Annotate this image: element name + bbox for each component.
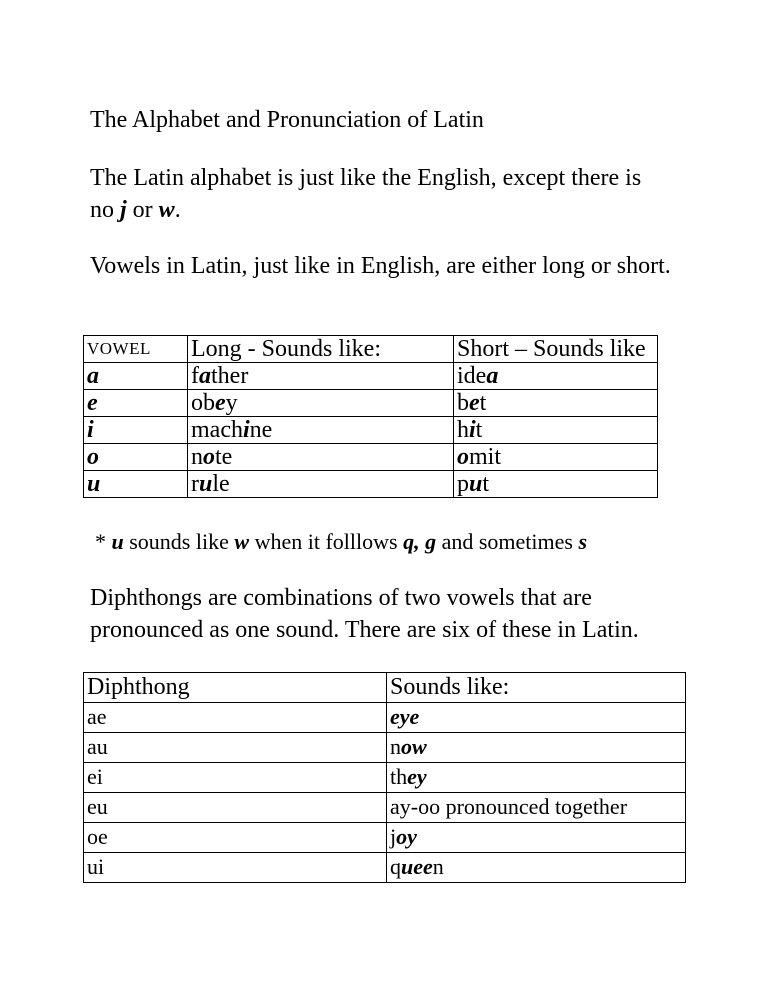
letter-w: w (158, 197, 175, 223)
table-row (84, 444, 658, 471)
table-row (84, 793, 686, 823)
vowel-table (83, 335, 658, 498)
sound-example: ay-oo pronounced together (387, 793, 686, 823)
intro-prefix: no (90, 197, 114, 223)
header-short: Short – Sounds like (454, 336, 658, 363)
vowel-cell: a (84, 363, 188, 390)
vowel-cell: e (84, 390, 188, 417)
table-row (84, 417, 658, 444)
table-row (84, 823, 686, 853)
table-row (84, 703, 686, 733)
intro-or: or (132, 197, 153, 223)
sound-example: queen (387, 853, 686, 883)
short-example: idea (454, 363, 658, 390)
diphthong-table (83, 672, 686, 883)
long-example: machine (188, 417, 454, 444)
vowel-table-header (84, 336, 658, 363)
sound-example: eye (387, 703, 686, 733)
letter-j: j (120, 197, 127, 223)
vowel-cell: o (84, 444, 188, 471)
sound-example: they (387, 763, 686, 793)
intro-line1: The Latin alphabet is just like the English, except there is (90, 165, 642, 191)
table-row (84, 763, 686, 793)
intro-end: . (174, 197, 181, 223)
vowel-footnote: * u sounds like w when it folllows q, g and sometimes s (95, 529, 587, 554)
short-example: omit (454, 444, 658, 471)
vowel-intro-paragraph: Vowels in Latin, just like in English, are either long or short. (90, 253, 671, 279)
table-row (84, 390, 658, 417)
table-row (84, 733, 686, 763)
long-example: rule (188, 471, 454, 498)
short-example: hit (454, 417, 658, 444)
table-row (84, 853, 686, 883)
sound-example: now (387, 733, 686, 763)
header-sounds: Sounds like: (387, 673, 686, 703)
intro-paragraph (90, 162, 710, 226)
vowel-cell: i (84, 417, 188, 444)
short-example: put (454, 471, 658, 498)
diphthong-cell: au (84, 733, 387, 763)
long-example: note (188, 444, 454, 471)
diphthong-table-header (84, 673, 686, 703)
long-example: obey (188, 390, 454, 417)
table-row (84, 471, 658, 498)
short-example: bet (454, 390, 658, 417)
diphthong-cell: ae (84, 703, 387, 733)
diphthong-intro-paragraph: Diphthongs are combinations of two vowels that are pronounced as one sound. There are six of these in Latin. (90, 585, 639, 643)
diphthong-cell: ui (84, 853, 387, 883)
page-title: The Alphabet and Pronunciation of Latin (90, 107, 484, 133)
header-long: Long - Sounds like: (188, 336, 454, 363)
header-vowel: VOWEL (84, 336, 188, 363)
header-diphthong: Diphthong (84, 673, 387, 703)
table-row (84, 363, 658, 390)
diphthong-cell: oe (84, 823, 387, 853)
long-example: father (188, 363, 454, 390)
vowel-cell: u (84, 471, 188, 498)
diphthong-cell: eu (84, 793, 387, 823)
sound-example: joy (387, 823, 686, 853)
diphthong-cell: ei (84, 763, 387, 793)
